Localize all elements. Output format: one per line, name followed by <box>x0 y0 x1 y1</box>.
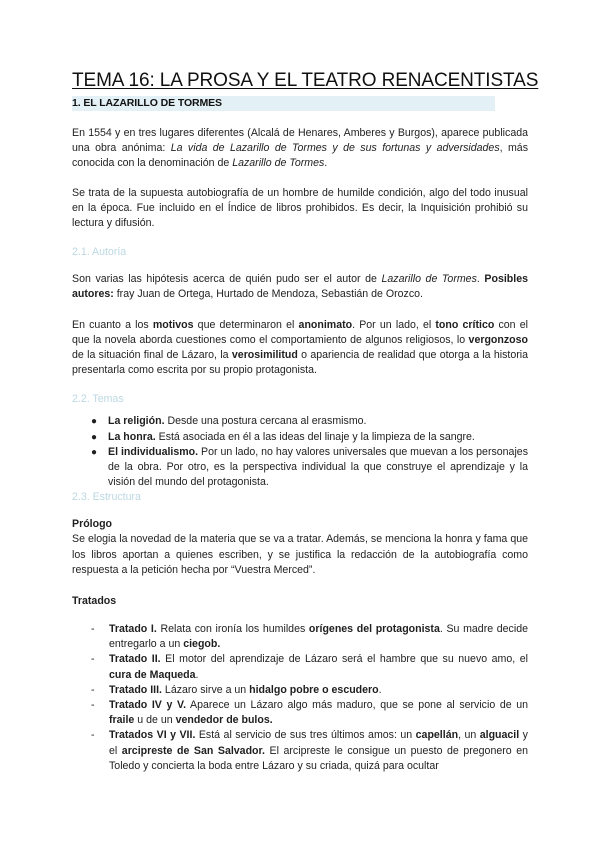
text-run: . Su madre decide entregarlo a un <box>109 623 528 651</box>
bold-term: vergonzoso <box>468 333 528 346</box>
autoria-paragraph-2 <box>72 318 528 379</box>
dash-icon: - <box>91 699 95 712</box>
subheading-temas: 2.2. Temas <box>72 393 124 406</box>
document-page <box>72 70 539 774</box>
intro-paragraph-2: Se trata de la supuesta autobiografía de un hombre de humilde condición, algo del todo inusual en la época. Fue incluido en el Índice de libros prohibidos. Es decir, la Inquisición prohibió su lectura y difusión. <box>72 186 528 230</box>
text-run: con el que la novela aborda cuestiones como el comportamiento de algunos religiosos, lo <box>72 318 528 346</box>
text-run: . <box>378 683 382 696</box>
text-run: . <box>195 668 199 681</box>
subheading-estructura: 2.3. Estructura <box>72 491 141 504</box>
dash-icon: - <box>91 653 95 666</box>
text-run: , un <box>458 729 480 742</box>
bold-term: tono crítico <box>435 318 495 331</box>
text-run: En cuanto a los <box>72 318 153 331</box>
list-item <box>72 728 528 774</box>
list-item <box>72 683 528 698</box>
bold-term: Tratado IV y V. <box>109 699 187 712</box>
text-run: En 1554 y en tres lugares diferentes (Alcalá de Henares, Amberes y Burgos), aparece publicada una obra anónima: <box>72 127 528 155</box>
bold-term: La religión. <box>108 415 165 428</box>
bold-term: alguacil <box>479 729 520 742</box>
book-title-short: Lazarillo de Tormes <box>232 157 325 170</box>
bold-term: anonimato <box>298 318 353 331</box>
text-run: Está asociada en él a las ideas del linaje y la limpieza de la sangre. <box>155 430 475 443</box>
text-run: El motor del aprendizaje de Lázaro será el hambre que su nuevo amo, el <box>160 653 528 666</box>
bold-term: verosimilitud <box>231 349 298 362</box>
text-run: Aparece un Lázaro algo más maduro, que se pone al servicio de un <box>186 699 529 712</box>
page-title: TEMA 16: LA PROSA Y EL TEATRO RENACENTISTAS <box>72 70 539 91</box>
bold-term: Tratado II. <box>109 653 161 666</box>
dash-icon: - <box>91 729 95 742</box>
text-run: Relata con ironía los humildes <box>156 623 309 636</box>
bold-term: La honra. <box>108 430 156 443</box>
text-run: . <box>476 273 485 286</box>
bold-term: ciegob. <box>183 638 221 651</box>
list-item <box>72 414 528 429</box>
bullet-icon: ● <box>91 416 98 428</box>
list-item <box>72 698 528 728</box>
text-run: y el <box>109 729 528 757</box>
text-run: Por un lado, no hay valores universales que muevan a los personajes de la obra. Por otro, es la perspectiva individual la que construye el aprendizaje y la visión del mundo del protagonista. <box>108 445 528 489</box>
text-run: Son varias las hipótesis acerca de quién pudo ser el autor de <box>72 273 382 286</box>
bold-term: vendedor de bulos. <box>175 714 273 727</box>
text-run: de la situación final de Lázaro, la <box>72 349 232 362</box>
bold-term: Posibles autores: <box>72 273 528 301</box>
dash-icon: - <box>91 683 95 696</box>
book-title-full: La vida de Lazarillo de Tormes y de sus fortunas y adversidades <box>170 142 500 155</box>
bold-term: orígenes del protagonista <box>308 623 440 636</box>
heading-tratados: Tratados <box>72 595 117 608</box>
list-item <box>72 445 528 491</box>
bold-term: Tratado III. <box>109 683 162 696</box>
bold-term: arcipreste de San Salvador. <box>121 744 265 757</box>
text-run: que determinaron el <box>193 318 299 331</box>
bold-term: Tratados VI y VII. <box>109 729 196 742</box>
bold-term: fraile <box>109 714 135 727</box>
prologo-paragraph: Se elogia la novedad de la materia que se va a tratar. Además, se menciona la honra y fama que los libros aportan a quienes escriben, y se justifica la redacción de la autobiografía como respuesta a la petición hecha por “Vuestra Merced”. <box>72 533 528 576</box>
text-run: Lázaro sirve a un <box>161 683 250 696</box>
list-item <box>72 652 528 682</box>
dash-icon: - <box>91 623 95 636</box>
bold-term: capellán <box>415 729 459 742</box>
text-run: , más conocida con la denominación de <box>72 142 528 170</box>
text-run: Está al servicio de sus tres últimos amos: un <box>195 729 416 742</box>
heading-prologo: Prólogo <box>72 518 113 531</box>
text-run: u de un <box>134 714 176 727</box>
list-item <box>72 430 528 445</box>
bullet-icon: ● <box>91 446 98 458</box>
subheading-autoria: 2.1. Autoría <box>72 246 127 259</box>
book-title-short: Lazarillo de Tormes <box>381 273 477 286</box>
autoria-paragraph-1 <box>72 272 528 302</box>
text-run: . Por un lado, el <box>352 318 436 331</box>
text-run: . <box>324 157 328 170</box>
bold-term: motivos <box>152 318 194 331</box>
text-run: El arcipreste le consigue un puesto de pregonero en Toledo y concierta la boda entre Lázaro y su criada, quizá para ocultar <box>109 744 528 772</box>
temas-list <box>72 414 528 490</box>
bold-term: hidalgo pobre o escudero <box>249 683 379 696</box>
intro-paragraph-1 <box>72 126 528 172</box>
bold-term: El individualismo. <box>108 445 199 458</box>
text-run: fray Juan de Ortega, Hurtado de Mendoza, Sebastián de Orozco. <box>113 288 423 301</box>
bold-term: Tratado I. <box>109 623 157 636</box>
bold-term: cura de Maqueda <box>109 668 196 681</box>
tratados-list <box>72 622 528 774</box>
section-heading-lazarillo: 1. EL LAZARILLO DE TORMES <box>72 96 495 111</box>
list-item <box>72 622 528 652</box>
bullet-icon: ● <box>91 431 98 443</box>
text-run: o apariencia de realidad que otorga a la historia presentarla como escrita por su propio protagonista. <box>72 349 528 377</box>
text-run: Desde una postura cercana al erasmismo. <box>164 415 367 428</box>
